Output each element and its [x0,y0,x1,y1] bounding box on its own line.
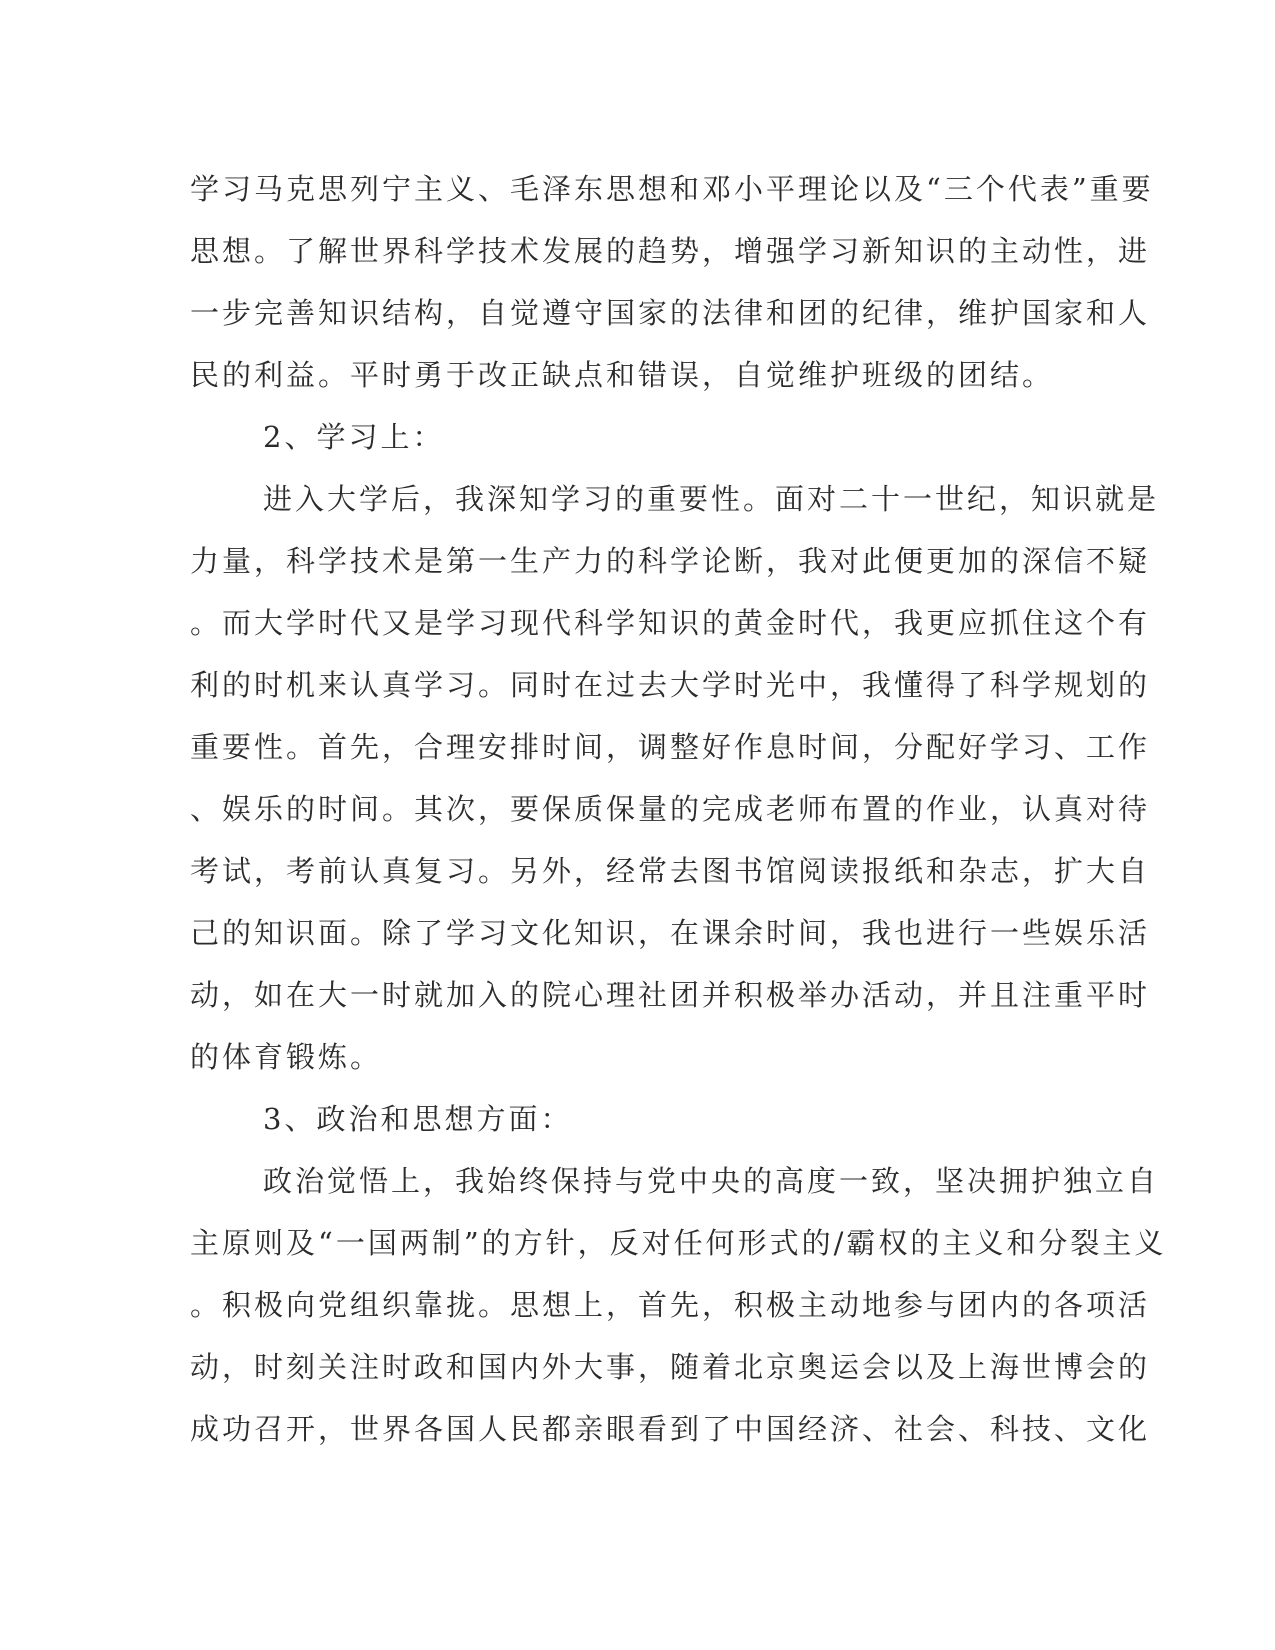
text-line: 动，如在大一时就加入的院心理社团并积极举办活动，并且注重平时 [190,978,1151,1012]
text-line: 力量，科学技术是第一生产力的科学论断，我对此便更加的深信不疑 [190,544,1151,578]
text-line: 进入大学后，我深知学习的重要性。面对二十一世纪，知识就是 [263,482,1160,516]
text-line: 动，时刻关注时政和国内外大事，随着北京奥运会以及上海世博会的 [190,1350,1151,1384]
text-line: 。而大学时代又是学习现代科学知识的黄金时代，我更应抓住这个有 [190,606,1151,640]
text-line: 利的时机来认真学习。同时在过去大学时光中，我懂得了科学规划的 [190,668,1151,702]
section-heading-politics: 3、政治和思想方面： [263,1102,573,1136]
text-line: 、娱乐的时间。其次，要保质保量的完成老师布置的作业，认真对待 [190,792,1151,826]
section-heading-study: 2、学习上： [263,420,445,454]
text-line: 民的利益。平时勇于改正缺点和错误，自觉维护班级的团结。 [190,358,1055,392]
text-line: 成功召开，世界各国人民都亲眼看到了中国经济、社会、科技、文化 [190,1412,1151,1446]
text-line: 政治觉悟上，我始终保持与党中央的高度一致，坚决拥护独立自 [263,1164,1160,1198]
document-body [190,158,1167,1460]
text-line: 的体育锻炼。 [190,1040,383,1074]
text-line: 一步完善知识结构，自觉遵守国家的法律和团的纪律，维护国家和人 [190,296,1151,330]
text-line: 思想。了解世界科学技术发展的趋势，增强学习新知识的主动性，进 [190,234,1151,268]
text-line: 学习马克思列宁主义、毛泽东思想和邓小平理论以及“三个代表”重要 [190,172,1154,206]
text-line: 主原则及“一国两制”的方针，反对任何形式的/霸权的主义和分裂主义 [190,1226,1167,1260]
text-line: 己的知识面。除了学习文化知识，在课余时间，我也进行一些娱乐活 [190,916,1151,950]
text-line: 考试，考前认真复习。另外，经常去图书馆阅读报纸和杂志，扩大自 [190,854,1151,888]
text-line: 重要性。首先，合理安排时间，调整好作息时间，分配好学习、工作 [190,730,1151,764]
text-line: 。积极向党组织靠拢。思想上，首先，积极主动地参与团内的各项活 [190,1288,1151,1322]
